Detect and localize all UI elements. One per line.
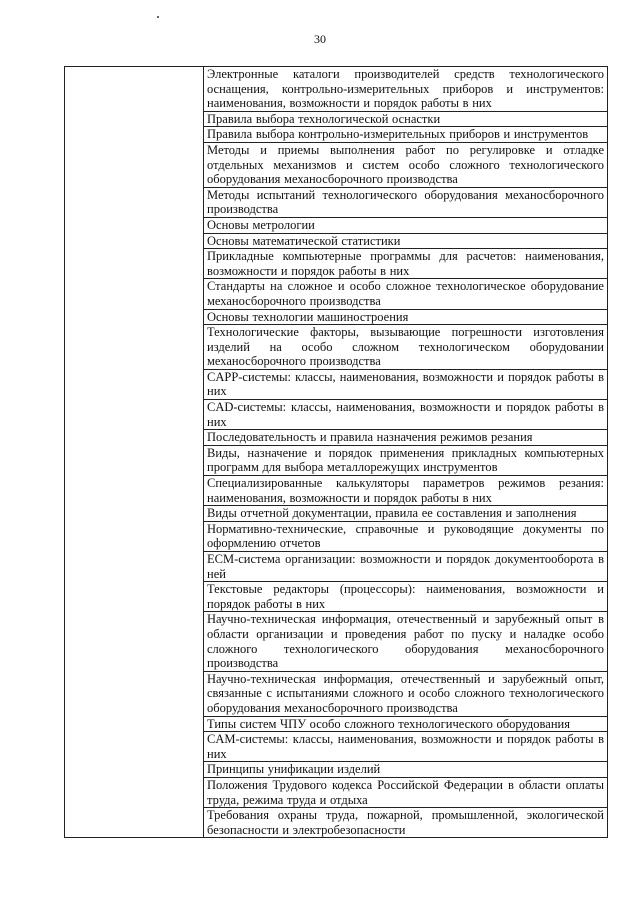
knowledge-item-text: Методы испытаний технологического оборудования механосборочного производства bbox=[207, 187, 604, 217]
knowledge-item-text: ECM-система организации: возможности и порядок документооборота в ней bbox=[207, 552, 604, 581]
knowledge-item-cell bbox=[204, 671, 608, 716]
left-column-cell bbox=[65, 67, 204, 838]
knowledge-item-cell bbox=[204, 400, 608, 430]
knowledge-item-cell bbox=[204, 309, 608, 325]
knowledge-item-text: Стандарты на сложное и особо сложное технологическое оборудование механосборочного производства bbox=[207, 279, 604, 308]
knowledge-item-cell bbox=[204, 506, 608, 522]
knowledge-item-text: Текстовые редакторы (процессоры): наименования, возможности и порядок работы в них bbox=[207, 582, 604, 611]
knowledge-item-text: Электронные каталоги производителей средств технологического оснащения, контрольно-измерительных приборов и инструментов: наименования, возможности и порядок работы в них bbox=[207, 67, 604, 111]
knowledge-item-cell bbox=[204, 325, 608, 370]
knowledge-item-cell bbox=[204, 111, 608, 127]
knowledge-item-cell bbox=[204, 777, 608, 807]
knowledge-item-cell bbox=[204, 612, 608, 671]
knowledge-item-cell bbox=[204, 552, 608, 582]
knowledge-item-cell bbox=[204, 762, 608, 778]
knowledge-item-cell bbox=[204, 716, 608, 732]
knowledge-item-cell bbox=[204, 582, 608, 612]
knowledge-item-cell bbox=[204, 67, 608, 112]
knowledge-item-text: Последовательность и правила назначения режимов резания bbox=[207, 430, 533, 445]
knowledge-item-cell bbox=[204, 430, 608, 446]
knowledge-item-cell bbox=[204, 732, 608, 762]
knowledge-item-text: Научно-техническая информация, отечественный и зарубежный опыт, связанные с испытаниями сложного и особо сложного технологического оборудования механосборочного производства bbox=[207, 671, 604, 715]
knowledge-item-cell bbox=[204, 279, 608, 309]
knowledge-item-cell bbox=[204, 445, 608, 475]
knowledge-item-text: Методы и приемы выполнения работ по регулировке и отладке отдельных механизмов и систем особо сложного технологического оборудования механосборочного производства bbox=[207, 142, 604, 187]
knowledge-item-text: Положения Трудового кодекса Российской Федерации в области оплаты труда, режима труда и отдыха bbox=[207, 777, 604, 807]
knowledge-requirements-table bbox=[64, 66, 608, 838]
knowledge-item-text: Основы математической статистики bbox=[207, 233, 401, 248]
knowledge-item-text: Технологические факторы, вызывающие погрешности изготовления изделий на особо сложном технологическом оборудовании механосборочного производства bbox=[207, 325, 604, 369]
knowledge-item-text: Прикладные компьютерные программы для расчетов: наименования, возможности и порядок работы в них bbox=[207, 249, 604, 278]
knowledge-item-text: Принципы унификации изделий bbox=[207, 762, 381, 777]
page-number: 30 bbox=[314, 32, 326, 46]
knowledge-item-text: Виды отчетной документации, правила ее составления и заполнения bbox=[207, 506, 577, 521]
knowledge-item-cell bbox=[204, 249, 608, 279]
knowledge-item-text: Правила выбора контрольно-измерительных приборов и инструментов bbox=[207, 127, 589, 142]
knowledge-item-text: Правила выбора технологической оснастки bbox=[207, 111, 441, 126]
table-row bbox=[65, 67, 608, 112]
knowledge-item-cell bbox=[204, 217, 608, 233]
knowledge-item-text: Нормативно-технические, справочные и руководящие документы по оформлению отчетов bbox=[207, 521, 604, 551]
scan-speck bbox=[157, 16, 159, 18]
knowledge-item-cell bbox=[204, 808, 608, 838]
knowledge-item-cell bbox=[204, 521, 608, 551]
knowledge-item-cell bbox=[204, 369, 608, 399]
knowledge-item-text: Типы систем ЧПУ особо сложного технологического оборудования bbox=[207, 716, 570, 731]
knowledge-item-text: CAM-системы: классы, наименования, возможности и порядок работы в них bbox=[207, 732, 604, 761]
knowledge-item-text: Требования охраны труда, пожарной, промышленной, экологической безопасности и электробезопасности bbox=[207, 808, 604, 837]
knowledge-item-text: Основы технологии машиностроения bbox=[207, 309, 409, 324]
knowledge-item-text: Специализированные калькуляторы параметров режимов резания: наименования, возможности и порядок работы в них bbox=[207, 476, 604, 505]
knowledge-item-cell bbox=[204, 233, 608, 249]
knowledge-item-cell bbox=[204, 476, 608, 506]
knowledge-item-cell bbox=[204, 142, 608, 187]
knowledge-item-text: Основы метрологии bbox=[207, 217, 315, 232]
knowledge-item-cell bbox=[204, 127, 608, 143]
knowledge-item-cell bbox=[204, 187, 608, 217]
knowledge-item-text: Научно-техническая информация, отечественный и зарубежный опыт в области организации и проведения работ по пуску и наладке особо сложного технологического оборудования механосборочного производства bbox=[207, 612, 604, 671]
knowledge-item-text: Виды, назначение и порядок применения прикладных компьютерных программ для выбора металлорежущих инструментов bbox=[207, 445, 604, 475]
knowledge-item-text: CAPP-системы: классы, наименования, возможности и порядок работы в них bbox=[207, 369, 604, 399]
knowledge-item-text: CAD-системы: классы, наименования, возможности и порядок работы в них bbox=[207, 400, 604, 429]
